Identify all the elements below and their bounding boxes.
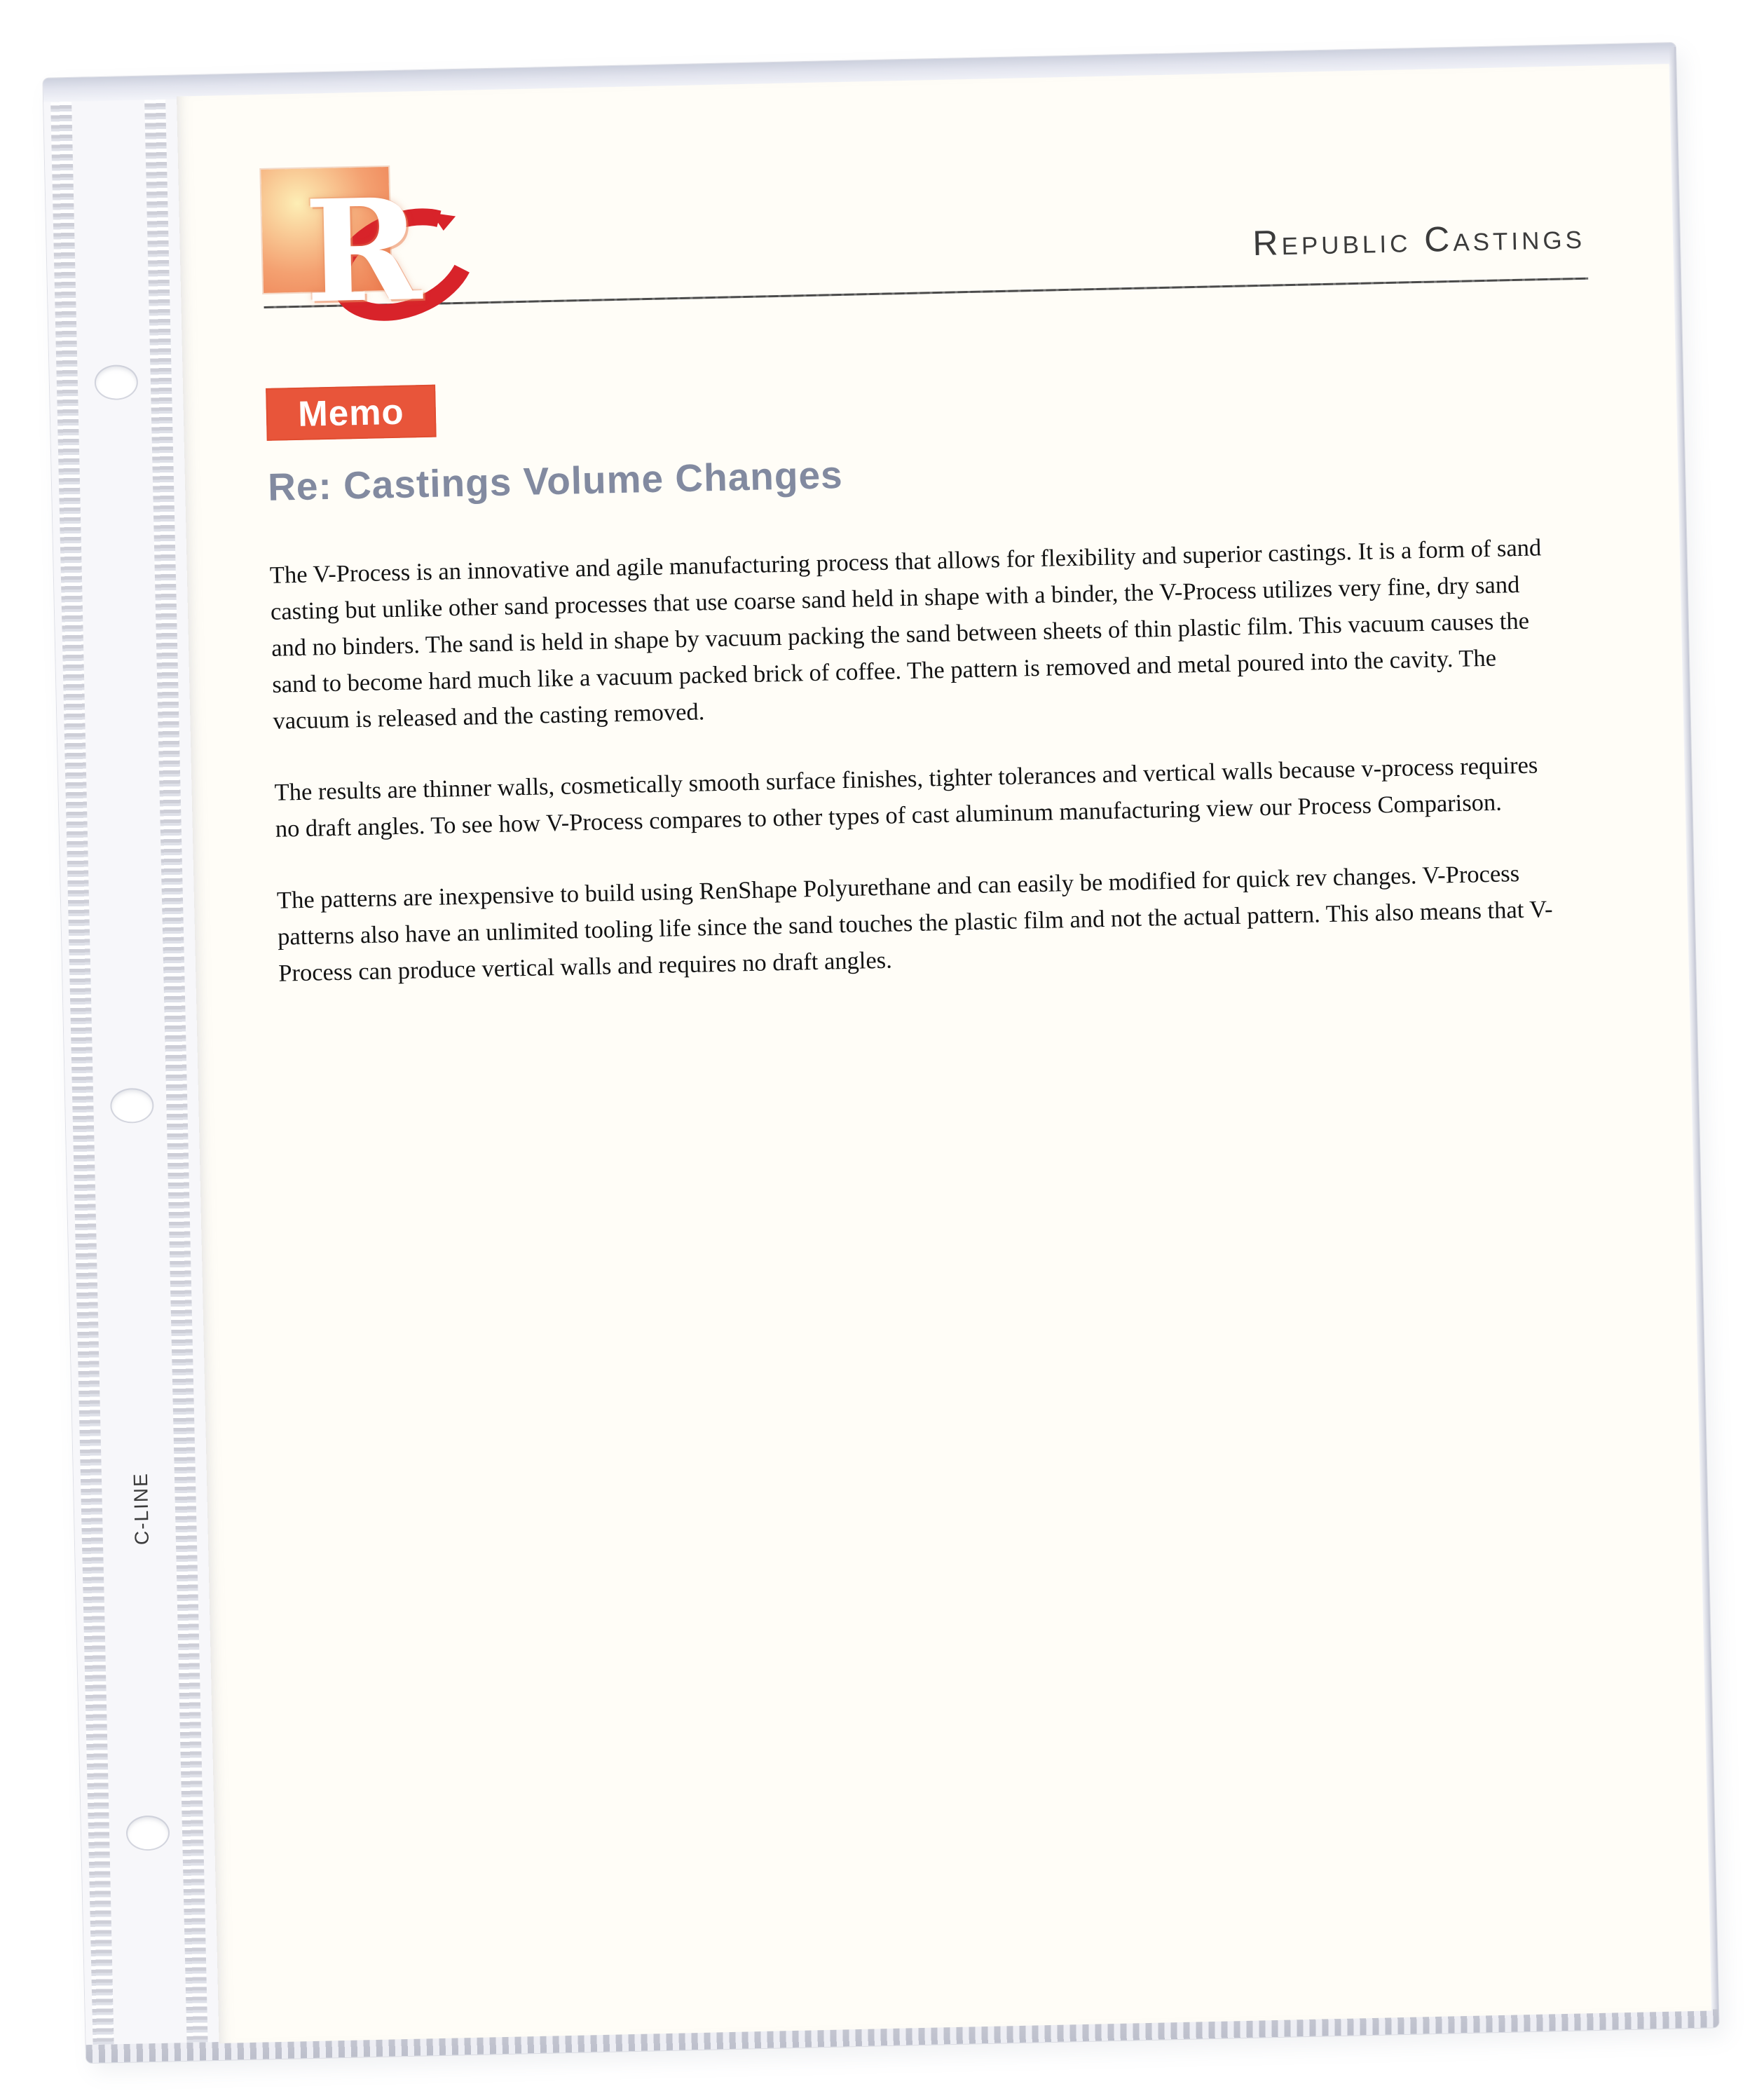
sheet-protector — [43, 43, 1718, 2063]
memo-badge-label: Memo — [297, 391, 405, 434]
binder-hole-middle — [110, 1088, 154, 1124]
company-name: Republic Castings — [1252, 216, 1586, 264]
company-logo — [261, 163, 510, 357]
memo-body — [269, 529, 1554, 1027]
memo-paragraph-3: The patterns are inexpensive to build using RenShape Polyurethane and can easily be modified for quick rev changes. V-Process patterns also have an unlimited tooling life since the sand touches the plastic film and not the actual pattern. This also means that V-Process can produce vertical walls and requires no draft angles. — [276, 860, 1553, 987]
binder-hole-bottom — [125, 1815, 170, 1851]
memo-page — [177, 64, 1711, 2043]
memo-paragraph-2: The results are thinner walls, cosmetically smooth surface finishes, tighter tolerances and vertical walls because v-process requires no draft angles. To see how V-Process compares to other types of cast aluminum manufacturing view our Process Comparison. — [274, 751, 1538, 843]
binder-hole-top — [94, 365, 138, 400]
sleeve-brand-label: C-LINE — [129, 1471, 153, 1546]
memo-subject-heading: Re: Castings Volume Changes — [267, 452, 844, 509]
memo-badge — [266, 385, 437, 441]
memo-paragraph-1: The V-Process is an innovative and agile manufacturing process that allows for flexibility and superior castings. It is a form of sand casting but unlike other sand processes that use coarse sand held in shape with a binder, the V-Process utilizes very fine, dry sand and no binders. The sand is held in shape by vacuum packing the sand between sheets of thin plastic film. This vacuum causes the sand to become hard much like a vacuum packed brick of coffee. The pattern is removed and metal poured into the cavity. The vacuum is released and the casting removed. — [269, 534, 1542, 735]
logo-letter-r: R — [303, 168, 423, 335]
